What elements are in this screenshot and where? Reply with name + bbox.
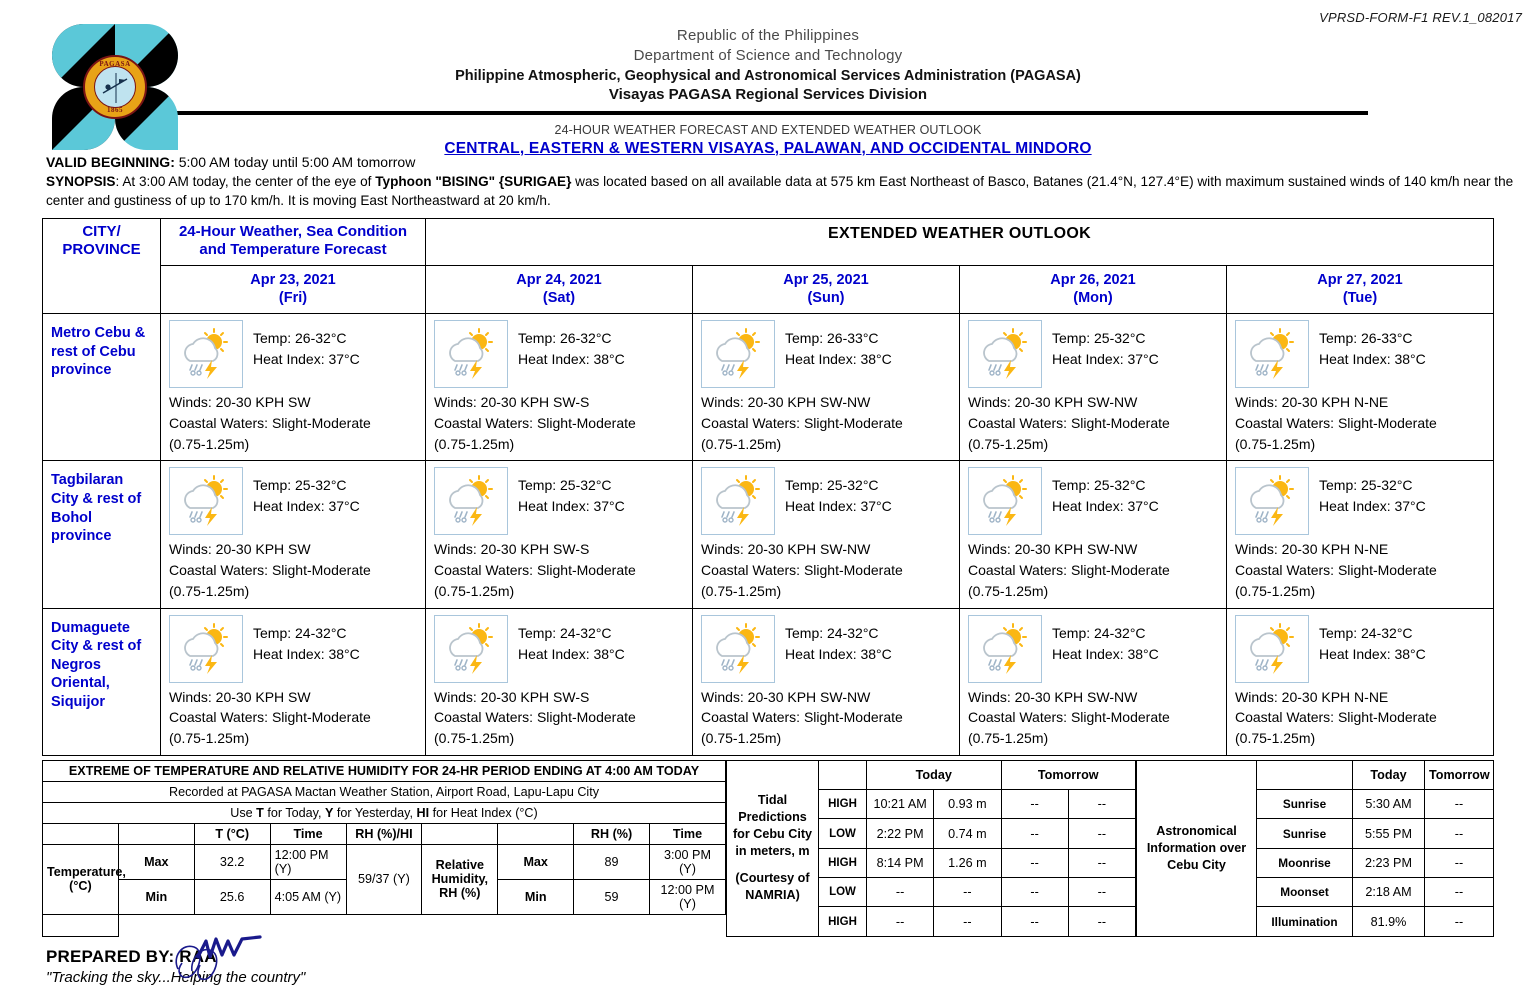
extremes-title-row	[43, 760, 726, 781]
logo-clover-icon	[52, 24, 178, 150]
rh-min-time: 12:00 PM (Y)	[650, 879, 726, 914]
astro-name-2: Moonrise	[1257, 848, 1353, 877]
city-label-0: Metro Cebu & rest of Cebu province	[43, 314, 161, 461]
tide-tomorrow-height-4: --	[1068, 907, 1135, 936]
rh-hi-value: 59/37 (Y)	[346, 844, 422, 914]
republic-line: Republic of the Philippines	[676, 27, 860, 44]
temp-value: Temp: 25-32°C	[785, 477, 879, 494]
tide-type-4: HIGH	[819, 907, 867, 936]
tidal-courtesy: (Courtesy of NAMRIA)	[735, 871, 810, 903]
astro-name-4: Illumination	[1257, 907, 1353, 936]
wave-height-value: (0.75-1.25m)	[1235, 582, 1316, 599]
coastal-waters-value: Coastal Waters: Slight-Moderate	[701, 562, 903, 579]
tide-tomorrow-height-2: --	[1068, 848, 1135, 877]
header-divider	[168, 111, 1368, 115]
coastal-waters-value: Coastal Waters: Slight-Moderate	[1235, 709, 1437, 726]
coastal-waters-value: Coastal Waters: Slight-Moderate	[1235, 415, 1437, 431]
extremes-legend: Use T for Today, Y for Yesterday, HI for Heat Index (°C)	[43, 802, 726, 823]
temp-value: Temp: 25-32°C	[1319, 477, 1413, 494]
tide-type-2: HIGH	[819, 848, 867, 877]
temperature-row-label: Temperature, (°C)	[43, 844, 119, 914]
tide-header-row	[727, 760, 1136, 789]
tagline: "Tracking the sky...Helping the country"	[46, 968, 306, 986]
sun-cloud-rain-thunder-icon	[968, 615, 1042, 683]
header-extended-outlook: EXTENDED WEATHER OUTLOOK	[426, 218, 1494, 265]
synopsis-part1: : At 3:00 AM today, the center of the eye of	[115, 174, 376, 189]
coastal-waters-value: Coastal Waters: Slight-Moderate	[169, 562, 371, 579]
wave-height-value: (0.75-1.25m)	[169, 582, 250, 599]
forecast-cell-2-3	[960, 608, 1227, 755]
rh-max-value: 89	[574, 844, 650, 879]
winds-value: Winds: 20-30 KPH SW-S	[434, 688, 590, 705]
tide-today-height-2: 1.26 m	[934, 848, 1001, 877]
col-rh-hi: RH (%)/HI	[346, 823, 422, 844]
day-label-0: (Fri)	[278, 290, 308, 307]
agency-line: Philippine Atmospheric, Geophysical and Astronomical Services Administration (PAGASA)	[455, 67, 1081, 84]
astronomical-table	[1136, 760, 1494, 937]
temp-value: Temp: 25-32°C	[253, 477, 347, 494]
tide-today-time-4: --	[867, 907, 934, 936]
forecast-cell-1-0	[161, 461, 426, 608]
coastal-waters-value: Coastal Waters: Slight-Moderate	[701, 415, 903, 431]
seal-bottom-text: 1865	[107, 106, 123, 114]
temp-value: Temp: 25-32°C	[1052, 330, 1146, 347]
signature	[168, 935, 288, 987]
table-row	[43, 314, 1494, 461]
heat-index-value: Heat Index: 37°C	[518, 498, 625, 515]
tide-today-time-2: 8:14 PM	[867, 848, 934, 877]
bottom-tables-row	[42, 760, 1494, 937]
temp-min-label: Min	[118, 879, 194, 914]
day-label-1: (Sat)	[542, 290, 576, 307]
winds-value: Winds: 20-30 KPH SW-NW	[968, 688, 1138, 705]
winds-value: Winds: 20-30 KPH SW-NW	[701, 394, 871, 411]
division-line: Visayas PAGASA Regional Services Division	[608, 85, 928, 103]
coastal-waters-value: Coastal Waters: Slight-Moderate	[968, 709, 1170, 726]
tide-tomorrow-height-1: --	[1068, 819, 1135, 848]
wave-height-value: (0.75-1.25m)	[434, 435, 515, 452]
region-title: CENTRAL, EASTERN & WESTERN VISAYAS, PALAWAN, AND OCCIDENTAL MINDORO	[444, 139, 1092, 157]
heat-index-value: Heat Index: 37°C	[1052, 498, 1159, 515]
synopsis-label: SYNOPSIS	[46, 174, 116, 189]
extremes-spacer-blank-3	[422, 914, 726, 936]
wave-height-value: (0.75-1.25m)	[701, 730, 782, 747]
winds-value: Winds: 20-30 KPH SW-NW	[968, 541, 1138, 558]
tide-tomorrow-time-3: --	[1001, 878, 1068, 907]
wave-height-value: (0.75-1.25m)	[1235, 730, 1316, 747]
sun-cloud-rain-thunder-icon	[1235, 615, 1309, 683]
forecast-cell-1-1	[426, 461, 693, 608]
date-label-0: Apr 23, 2021	[250, 271, 336, 288]
sun-cloud-rain-thunder-icon	[434, 320, 508, 388]
astro-today-3: 2:18 AM	[1353, 878, 1425, 907]
temp-min-time: 4:05 AM (Y)	[270, 879, 346, 914]
tide-type-blank	[819, 760, 867, 789]
wave-height-value: (0.75-1.25m)	[1235, 435, 1316, 452]
extremes-spacer-cell	[43, 914, 119, 936]
temp-value: Temp: 26-33°C	[1319, 330, 1413, 347]
extremes-spacer-blank-2	[346, 914, 422, 936]
tidal-label	[727, 760, 819, 936]
coastal-waters-value: Coastal Waters: Slight-Moderate	[169, 709, 371, 726]
extremes-header-row	[43, 823, 726, 844]
winds-value: Winds: 20-30 KPH SW-S	[434, 541, 590, 558]
forecast-cell-0-0	[161, 314, 426, 461]
sun-cloud-rain-thunder-icon	[434, 615, 508, 683]
astro-tomorrow-1: --	[1425, 819, 1494, 848]
forecast-cell-2-4	[1227, 608, 1494, 755]
extremes-blank-1	[43, 823, 119, 844]
winds-value: Winds: 20-30 KPH SW	[169, 688, 311, 705]
astro-today-1: 5:55 PM	[1353, 819, 1425, 848]
tide-tomorrow-height-3: --	[1068, 878, 1135, 907]
tide-type-3: LOW	[819, 878, 867, 907]
tide-today-time-3: --	[867, 878, 934, 907]
extremes-spacer-blank-1	[118, 914, 346, 936]
synopsis-storm-name: Typhoon "BISING" {SURIGAE}	[375, 174, 572, 189]
coastal-waters-value: Coastal Waters: Slight-Moderate	[434, 415, 636, 431]
coastal-waters-value: Coastal Waters: Slight-Moderate	[169, 415, 371, 431]
day-label-3: (Mon)	[1073, 290, 1113, 307]
synopsis-part2: was located based on all available data at 575 km East Northeast of Basco, Batanes (21.4°N, 127.4°E) with maximum sustained winds of 140 km/h near the center and gustiness of up to 170 km/h. It is moving East Northeastward at 20 km/h.	[46, 174, 1514, 209]
wave-height-value: (0.75-1.25m)	[434, 582, 515, 599]
heat-index-value: Heat Index: 38°C	[518, 351, 625, 368]
sun-cloud-rain-thunder-icon	[169, 615, 243, 683]
header-city-province: CITY/ PROVINCE	[43, 218, 161, 314]
header-date-4	[1227, 265, 1494, 314]
extremes-legend-row	[43, 802, 726, 823]
sun-cloud-rain-thunder-icon	[701, 467, 775, 535]
rh-max-label: Max	[498, 844, 574, 879]
date-label-2: Apr 25, 2021	[783, 271, 869, 288]
tidal-predictions-table	[726, 760, 1136, 937]
temp-value: Temp: 24-32°C	[253, 624, 347, 641]
sun-cloud-rain-thunder-icon	[701, 615, 775, 683]
forecast-cell-1-4	[1227, 461, 1494, 608]
winds-value: Winds: 20-30 KPH SW	[169, 541, 311, 558]
wave-height-value: (0.75-1.25m)	[701, 435, 782, 452]
rh-min-label: Min	[498, 879, 574, 914]
heat-index-value: Heat Index: 38°C	[518, 645, 625, 662]
city-label-2: Dumaguete City & rest of Negros Oriental, Siquijor	[43, 608, 161, 755]
city-label-1: Tagbilaran City & rest of Bohol province	[43, 461, 161, 608]
forecast-cell-0-3	[960, 314, 1227, 461]
tide-today-height-1: 0.74 m	[934, 819, 1001, 848]
temp-value: Temp: 24-32°C	[1052, 624, 1146, 641]
extremes-blank-3	[422, 823, 498, 844]
winds-value: Winds: 20-30 KPH N-NE	[1235, 688, 1389, 705]
sun-cloud-rain-thunder-icon	[701, 320, 775, 388]
forecast-header-row-2	[43, 265, 1494, 314]
wave-height-value: (0.75-1.25m)	[968, 435, 1049, 452]
extremes-table	[42, 760, 726, 937]
document-header	[0, 0, 1536, 157]
validity-label: VALID BEGINNING:	[46, 154, 175, 170]
tide-today-height-4: --	[934, 907, 1001, 936]
astro-today-header: Today	[1353, 760, 1425, 789]
extremes-blank-2	[118, 823, 194, 844]
heat-index-value: Heat Index: 38°C	[1319, 645, 1426, 662]
forecast-cell-0-1	[426, 314, 693, 461]
extremes-recorded-at: Recorded at PAGASA Mactan Weather Station, Airport Road, Lapu-Lapu City	[43, 781, 726, 802]
wave-height-value: (0.75-1.25m)	[968, 730, 1049, 747]
extremes-title: EXTREME OF TEMPERATURE AND RELATIVE HUMIDITY FOR 24-HR PERIOD ENDING AT 4:00 AM TODAY	[43, 760, 726, 781]
header-24h-forecast: 24-Hour Weather, Sea Condition and Temperature Forecast	[161, 218, 426, 265]
astro-today-0: 5:30 AM	[1353, 790, 1425, 819]
tide-today-header: Today	[867, 760, 1002, 789]
col-time-2: Time	[650, 823, 726, 844]
sun-cloud-rain-thunder-icon	[1235, 320, 1309, 388]
header-text-block	[0, 0, 1536, 158]
pagasa-seal-icon	[83, 55, 147, 119]
heat-index-value: Heat Index: 37°C	[1052, 351, 1159, 368]
winds-value: Winds: 20-30 KPH SW-NW	[968, 394, 1138, 411]
heat-index-value: Heat Index: 37°C	[1319, 498, 1426, 515]
wave-height-value: (0.75-1.25m)	[169, 435, 250, 452]
sun-cloud-rain-thunder-icon	[169, 467, 243, 535]
winds-value: Winds: 20-30 KPH SW-NW	[701, 541, 871, 558]
forecast-cell-0-4	[1227, 314, 1494, 461]
heat-index-value: Heat Index: 38°C	[253, 645, 360, 662]
astro-tomorrow-2: --	[1425, 848, 1494, 877]
temp-value: Temp: 26-32°C	[518, 330, 612, 347]
temp-value: Temp: 25-32°C	[1052, 477, 1146, 494]
extremes-recorded-row	[43, 781, 726, 802]
astro-label: Astronomical Information over Cebu City	[1137, 760, 1257, 936]
coastal-waters-value: Coastal Waters: Slight-Moderate	[434, 562, 636, 579]
seal-top-text: PAGASA	[99, 60, 131, 68]
temp-value: Temp: 24-32°C	[785, 624, 879, 641]
extremes-spacer-row	[43, 914, 726, 936]
coastal-waters-value: Coastal Waters: Slight-Moderate	[968, 415, 1170, 431]
col-rh-pct: RH (%)	[574, 823, 650, 844]
astro-header-row	[1137, 760, 1494, 789]
temp-max-value: 32.2	[194, 844, 270, 879]
forecast-table-body	[43, 218, 1494, 755]
tide-tomorrow-time-0: --	[1001, 790, 1068, 819]
tide-tomorrow-header: Tomorrow	[1001, 760, 1136, 789]
wave-height-value: (0.75-1.25m)	[169, 730, 250, 747]
wave-height-value: (0.75-1.25m)	[701, 582, 782, 599]
tide-today-height-3: --	[934, 878, 1001, 907]
winds-value: Winds: 20-30 KPH N-NE	[1235, 394, 1389, 411]
header-date-3	[960, 265, 1227, 314]
forecast-cell-2-0	[161, 608, 426, 755]
wave-height-value: (0.75-1.25m)	[968, 582, 1049, 599]
tide-type-1: LOW	[819, 819, 867, 848]
tide-tomorrow-time-2: --	[1001, 848, 1068, 877]
temp-value: Temp: 26-32°C	[253, 330, 347, 347]
astro-name-blank	[1257, 760, 1353, 789]
extremes-max-row	[43, 844, 726, 879]
temp-max-time: 12:00 PM (Y)	[270, 844, 346, 879]
extremes-blank-4	[498, 823, 574, 844]
tide-today-height-0: 0.93 m	[934, 790, 1001, 819]
table-row	[43, 461, 1494, 608]
sun-cloud-rain-thunder-icon	[968, 320, 1042, 388]
forecast-cell-2-1	[426, 608, 693, 755]
astro-name-0: Sunrise	[1257, 790, 1353, 819]
forecast-cell-2-2	[693, 608, 960, 755]
forecast-header-row-1	[43, 218, 1494, 265]
heat-index-value: Heat Index: 37°C	[253, 351, 360, 368]
header-date-2	[693, 265, 960, 314]
temp-value: Temp: 26-33°C	[785, 330, 879, 347]
pagasa-logo	[52, 24, 178, 150]
forecast-cell-0-2	[693, 314, 960, 461]
tide-tomorrow-time-1: --	[1001, 819, 1068, 848]
heat-index-value: Heat Index: 37°C	[785, 498, 892, 515]
forecast-table	[42, 218, 1494, 756]
astro-name-3: Moonset	[1257, 878, 1353, 907]
synopsis-paragraph	[46, 172, 1518, 211]
winds-value: Winds: 20-30 KPH SW	[169, 394, 311, 411]
date-label-4: Apr 27, 2021	[1317, 271, 1403, 288]
sun-cloud-rain-thunder-icon	[434, 467, 508, 535]
heat-index-value: Heat Index: 38°C	[785, 645, 892, 662]
wave-height-value: (0.75-1.25m)	[434, 730, 515, 747]
validity-value: 5:00 AM today until 5:00 AM tomorrow	[178, 154, 416, 170]
tide-tomorrow-time-4: --	[1001, 907, 1068, 936]
day-label-4: (Tue)	[1342, 290, 1378, 307]
coastal-waters-value: Coastal Waters: Slight-Moderate	[701, 709, 903, 726]
tide-type-0: HIGH	[819, 790, 867, 819]
temp-value: Temp: 24-32°C	[1319, 624, 1413, 641]
astro-tomorrow-3: --	[1425, 878, 1494, 907]
form-code: VPRSD-FORM-F1 REV.1_082017	[1319, 10, 1522, 25]
sun-cloud-rain-thunder-icon	[169, 320, 243, 388]
table-row	[43, 608, 1494, 755]
winds-value: Winds: 20-30 KPH SW-S	[434, 394, 590, 411]
heat-index-value: Heat Index: 37°C	[253, 498, 360, 515]
astro-today-2: 2:23 PM	[1353, 848, 1425, 877]
forecast-subtitle: 24-HOUR WEATHER FORECAST AND EXTENDED WEATHER OUTLOOK	[554, 122, 982, 137]
astro-tomorrow-4: --	[1425, 907, 1494, 936]
winds-value: Winds: 20-30 KPH N-NE	[1235, 541, 1389, 558]
astro-tomorrow-header: Tomorrow	[1425, 760, 1494, 789]
prepared-by: PREPARED BY: RAA	[46, 946, 217, 966]
sun-cloud-rain-thunder-icon	[968, 467, 1042, 535]
forecast-cell-1-3	[960, 461, 1227, 608]
sun-cloud-rain-thunder-icon	[1235, 467, 1309, 535]
heat-index-value: Heat Index: 38°C	[1052, 645, 1159, 662]
tide-tomorrow-height-0: --	[1068, 790, 1135, 819]
temp-value: Temp: 25-32°C	[518, 477, 612, 494]
coastal-waters-value: Coastal Waters: Slight-Moderate	[968, 562, 1170, 579]
heat-index-value: Heat Index: 38°C	[1319, 351, 1426, 368]
col-time-1: Time	[270, 823, 346, 844]
document-footer	[0, 937, 1536, 986]
col-temp-c: T (°C)	[194, 823, 270, 844]
tide-today-time-1: 2:22 PM	[867, 819, 934, 848]
coastal-waters-value: Coastal Waters: Slight-Moderate	[434, 709, 636, 726]
department-line: Department of Science and Technology	[633, 47, 903, 65]
winds-value: Winds: 20-30 KPH SW-NW	[701, 688, 871, 705]
header-date-1	[426, 265, 693, 314]
rh-min-value: 59	[574, 879, 650, 914]
coastal-waters-value: Coastal Waters: Slight-Moderate	[1235, 562, 1437, 579]
forecast-cell-1-2	[693, 461, 960, 608]
temp-value: Temp: 24-32°C	[518, 624, 612, 641]
header-date-0	[161, 265, 426, 314]
date-label-3: Apr 26, 2021	[1050, 271, 1136, 288]
humidity-row-label: Relative Humidity, RH (%)	[422, 844, 498, 914]
astro-today-4: 81.9%	[1353, 907, 1425, 936]
date-label-1: Apr 24, 2021	[516, 271, 602, 288]
astro-tomorrow-0: --	[1425, 790, 1494, 819]
day-label-2: (Sun)	[807, 290, 845, 307]
tidal-label-main: Tidal Predictions for Cebu City in meters, m	[732, 793, 813, 859]
rh-max-time: 3:00 PM (Y)	[650, 844, 726, 879]
temp-max-label: Max	[118, 844, 194, 879]
tide-today-time-0: 10:21 AM	[867, 790, 934, 819]
temp-min-value: 25.6	[194, 879, 270, 914]
astro-name-1: Sunrise	[1257, 819, 1353, 848]
heat-index-value: Heat Index: 38°C	[785, 351, 892, 368]
